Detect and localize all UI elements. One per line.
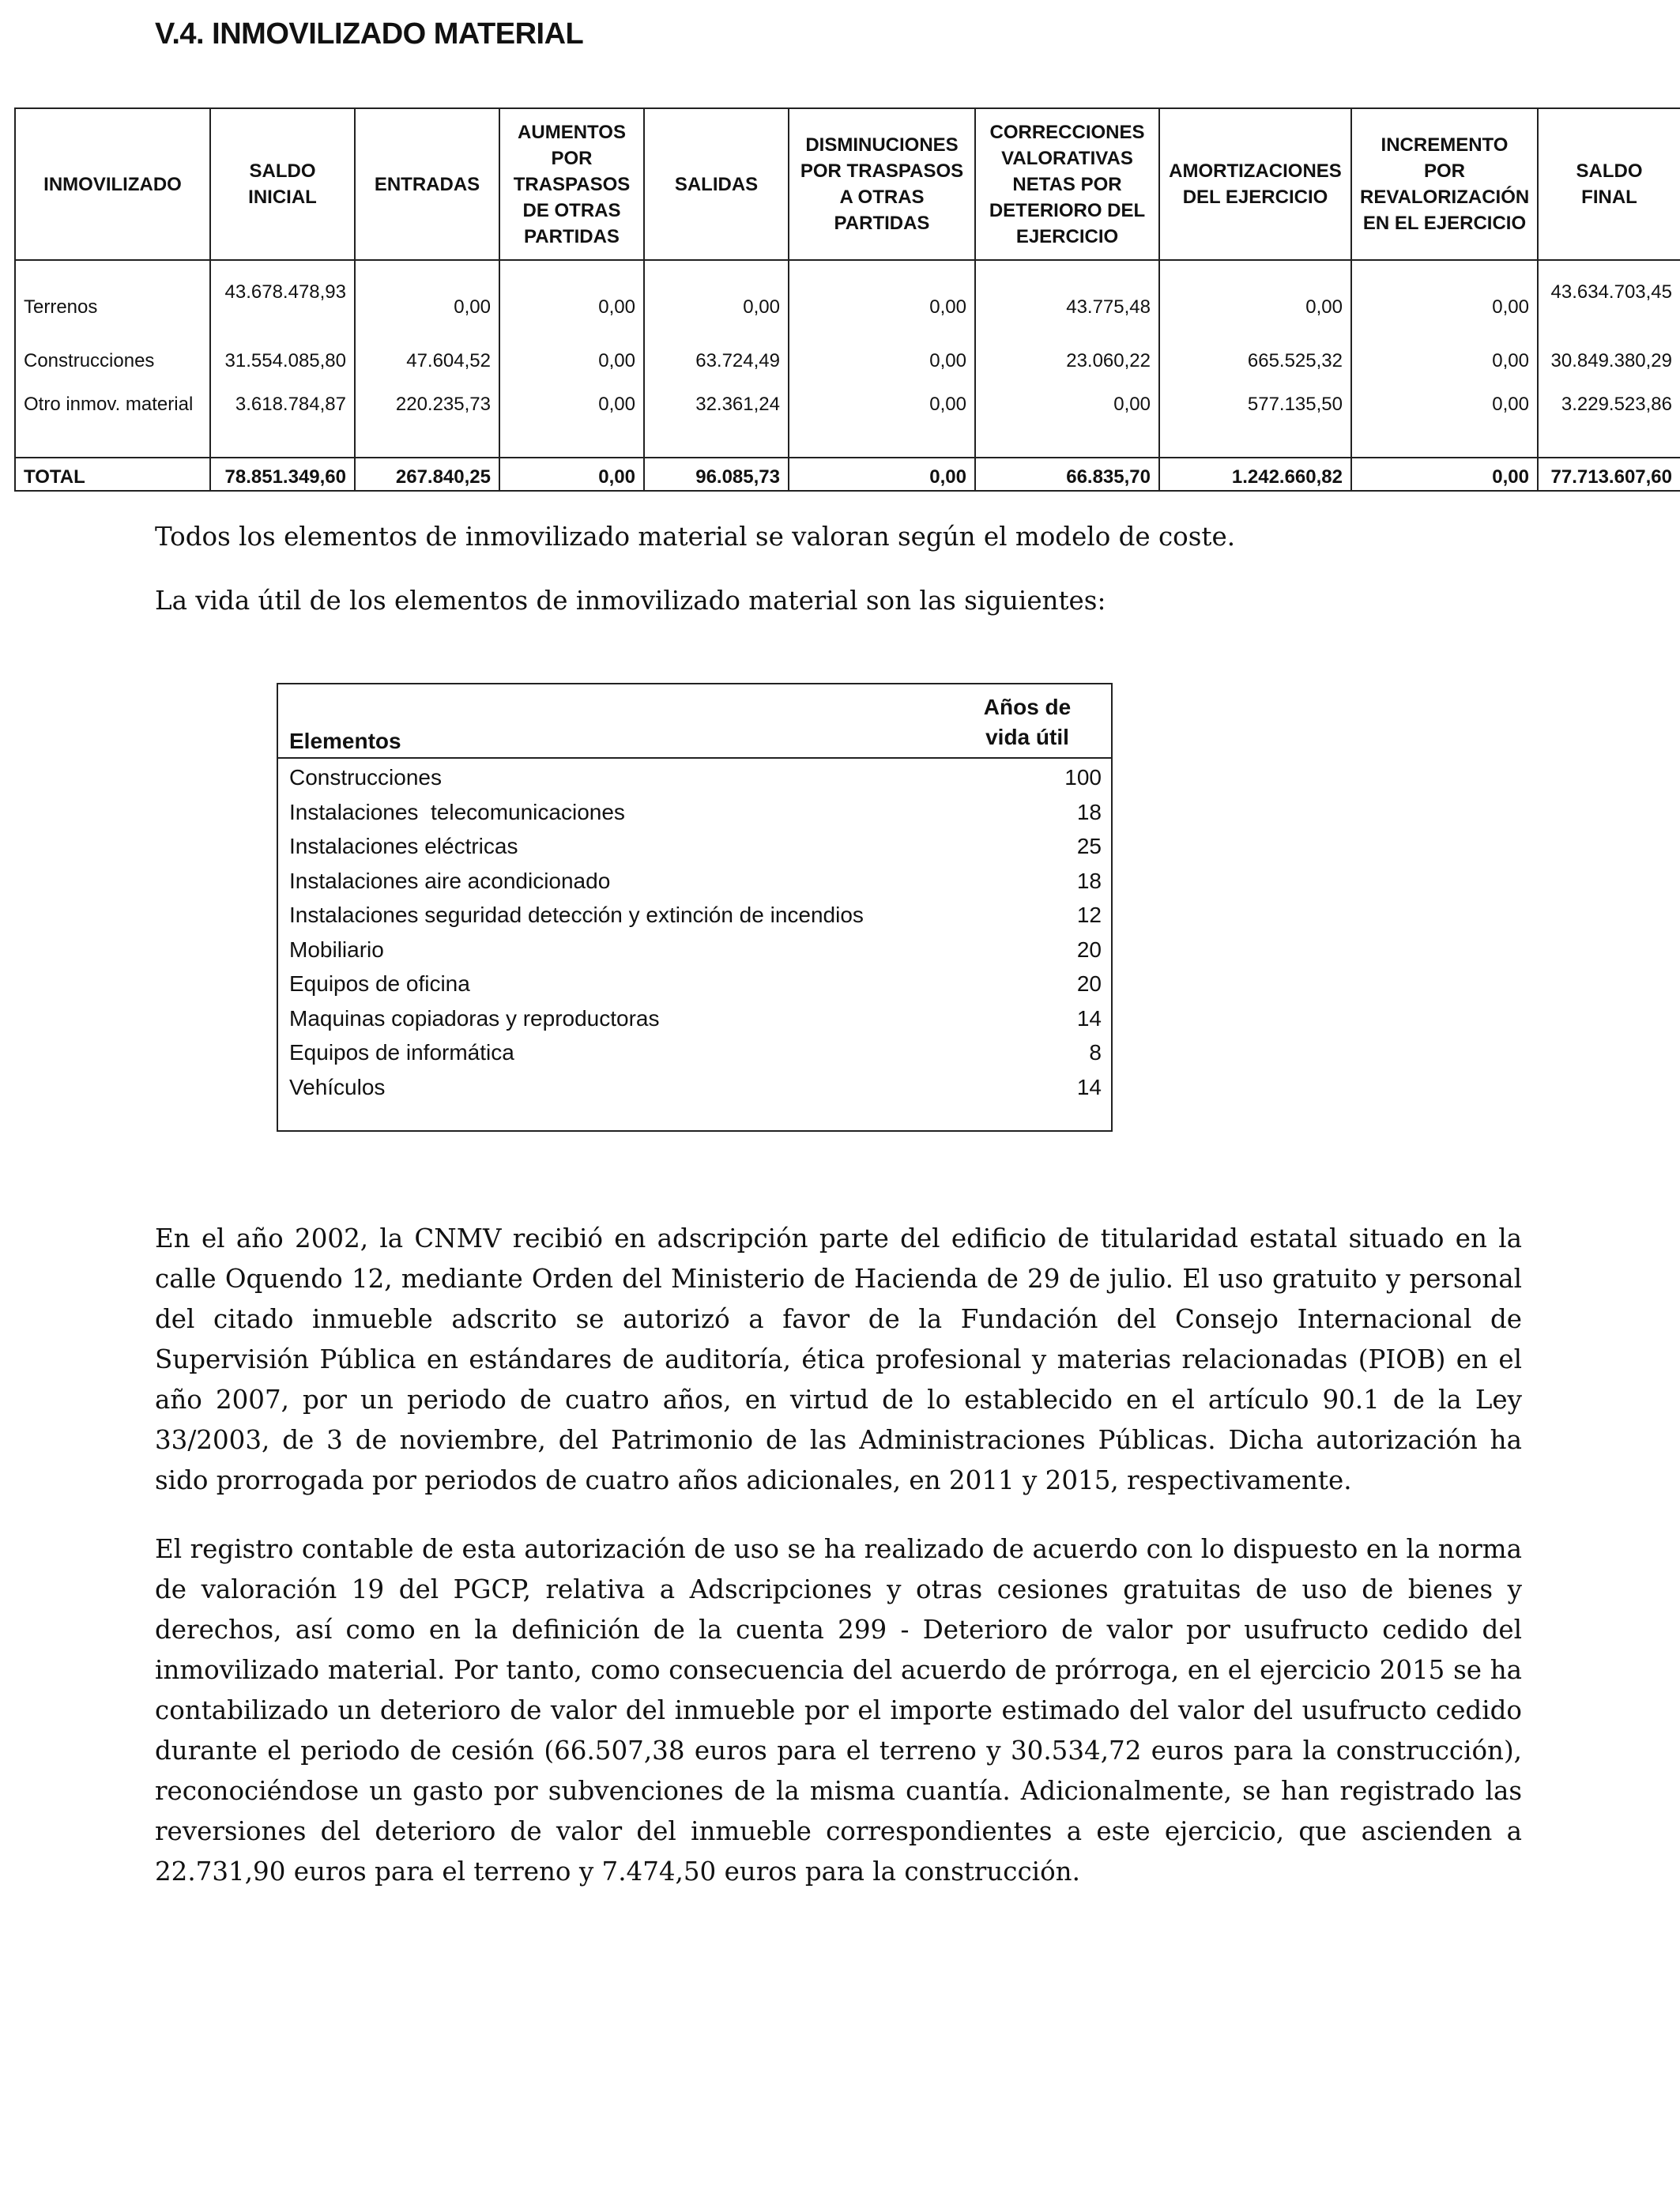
table-cell: 0,00 [1351,338,1538,384]
paragraph-accounting-record: El registro contable de esta autorización de uso se ha realizado de acuerdo con lo dispuesto en la norma de valoración 19 del PGCP, relativa a Adscripciones y otras cesiones gratuitas de uso de bienes y derechos, así como en la definición de la cuenta 299 - Deterioro de valor por usufructo cedido del inmovilizado material. Por tanto, como consecuencia del acuerdo de prórroga, en el ejercicio 2015 se ha contabilizado un deterioro de valor del inmueble por el importe estimado del valor del usufructo cedido durante el periodo de cesión (66.507,38 euros para el terreno y 30.534,72 euros para la construcción), reconociéndose un gasto por subvenciones de la misma cuantía. Adicionalmente, se han registrado las reversiones del deterioro de valor del inmueble correspondientes a este ejercicio, que ascienden a 22.731,90 euros para el terreno y 7.474,50 euros para la construcción. [155,1534,1522,1887]
useful-life-years: 20 [1076,971,1102,996]
table-cell: 43.775,48 [975,260,1159,338]
table-cell: 665.525,32 [1159,338,1351,384]
table-total-row [15,458,1680,491]
table-cell: 0,00 [789,384,975,425]
table-cell: 0,00 [499,384,644,425]
column-header: CORRECCIONES VALORATIVAS NETAS POR DETERIORO DEL EJERCICIO [975,108,1159,260]
element-name: Equipos de informática [289,1040,514,1065]
table-row [278,795,1111,830]
table-total-cell: 96.085,73 [644,458,789,491]
table-cell: 32.361,24 [644,384,789,425]
useful-life-years: 100 [1064,765,1102,790]
useful-life-years: 14 [1076,1074,1102,1099]
table-total-cell: TOTAL [15,458,210,491]
table-cell: 0,00 [1159,260,1351,338]
element-name: Instalaciones aire acondicionado [289,868,611,893]
table-cell: 220.235,73 [355,384,499,425]
table-row [278,829,1111,864]
column-header: INCREMENTO POR REVALORIZACIÓN EN EL EJERCICIO [1351,108,1538,260]
table-cell: 0,00 [499,338,644,384]
element-name: Vehículos [289,1074,386,1099]
element-name: Construcciones [289,765,442,790]
table-cell: Otro inmov. material [15,384,210,425]
element-name: Mobiliario [289,937,384,962]
useful-life-years: 14 [1076,1005,1102,1031]
column-header: Elementos [289,729,401,753]
useful-life-table-header [278,684,1111,759]
column-header: Años de vida útil [983,695,1072,749]
table-cell: Terrenos [15,260,210,338]
paragraph-useful-life-intro: La vida útil de los elementos de inmovilizado material son las siguientes: [155,586,1106,616]
table-row [278,1001,1111,1036]
useful-life-years: 18 [1076,868,1102,893]
table-row [278,760,1111,795]
table-cell: 0,00 [789,260,975,338]
table-cell: 43.678.478,93 [210,260,355,338]
useful-life-years: 20 [1076,937,1102,962]
table-row [278,1035,1111,1070]
useful-life-years: 12 [1076,903,1102,927]
table-total-cell: 267.840,25 [355,458,499,491]
column-header: AUMENTOS POR TRASPASOS DE OTRAS PARTIDAS [499,108,644,260]
table-row [278,933,1111,967]
table-cell: 47.604,52 [355,338,499,384]
table-row [278,967,1111,1001]
table-cell: Construcciones [15,338,210,384]
table-row [278,864,1111,899]
table-total-cell: 78.851.349,60 [210,458,355,491]
table-total-cell: 0,00 [499,458,644,491]
section-title: V.4. INMOVILIZADO MATERIAL [155,17,584,51]
table-cell: 0,00 [355,260,499,338]
table-cell: 63.724,49 [644,338,789,384]
table-row [278,898,1111,933]
column-header: SALIDAS [644,108,789,260]
inmovilizado-movements-table [14,107,1680,492]
table-cell: 23.060,22 [975,338,1159,384]
table-cell: 3.618.784,87 [210,384,355,425]
table-cell: 0,00 [975,384,1159,425]
useful-life-years: 8 [1089,1040,1102,1065]
useful-life-table [277,683,1113,1132]
table-total-cell: 1.242.660,82 [1159,458,1351,491]
element-name: Instalaciones eléctricas [289,834,518,858]
table-cell: 0,00 [644,260,789,338]
table-spacer-row [15,425,1680,458]
paragraph-adscription: En el año 2002, la CNMV recibió en adscripción parte del edificio de titularidad estatal situado en la calle Oquendo 12, mediante Orden del Ministerio de Hacienda de 29 de julio. El uso gratuito y personal del citado inmueble adscrito se autorizó a favor de la Fundación del Consejo Internacional de Supervisión Pública en estándares de auditoría, ética profesional y materias relacionadas (PIOB) en el año 2007, por un periodo de cuatro años, en virtud de lo establecido en el artículo 90.1 de la Ley 33/2003, de 3 de noviembre, del Patrimonio de las Administraciones Públicas. Dicha autorización ha sido prorrogada por periodos de cuatro años adicionales, en 2011 y 2015, respectivamente. [155,1223,1522,1495]
table-cell: 31.554.085,80 [210,338,355,384]
table-total-cell: 0,00 [1351,458,1538,491]
table-total-cell: 77.713.607,60 [1538,458,1680,491]
table-row [15,338,1680,384]
table-cell: 43.634.703,45 [1538,260,1680,338]
element-name: Instalaciones telecomunicaciones [289,799,625,824]
element-name: Maquinas copiadoras y reproductoras [289,1005,660,1031]
table-cell: 0,00 [1351,384,1538,425]
table-row [15,384,1680,425]
table-cell: 0,00 [789,338,975,384]
table-cell: 3.229.523,86 [1538,384,1680,425]
table-header-row [15,108,1680,260]
useful-life-years: 18 [1076,799,1102,824]
table-total-cell: 0,00 [789,458,975,491]
column-header: AMORTIZACIONES DEL EJERCICIO [1159,108,1351,260]
column-header: DISMINUCIONES POR TRASPASOS A OTRAS PARTIDAS [789,108,975,260]
column-header: INMOVILIZADO [15,108,210,260]
table-cell: 0,00 [1351,260,1538,338]
column-header: ENTRADAS [355,108,499,260]
column-header: SALDO INICIAL [210,108,355,260]
column-header: SALDO FINAL [1538,108,1680,260]
table-cell: 577.135,50 [1159,384,1351,425]
table-row [278,1070,1111,1105]
useful-life-years: 25 [1076,834,1102,858]
table-total-cell: 66.835,70 [975,458,1159,491]
element-name: Equipos de oficina [289,971,470,996]
table-cell: 0,00 [499,260,644,338]
table-cell: 30.849.380,29 [1538,338,1680,384]
table-row [15,260,1680,338]
element-name: Instalaciones seguridad detección y extinción de incendios [289,903,864,927]
paragraph-cost-model: Todos los elementos de inmovilizado material se valoran según el modelo de coste. [155,522,1236,552]
